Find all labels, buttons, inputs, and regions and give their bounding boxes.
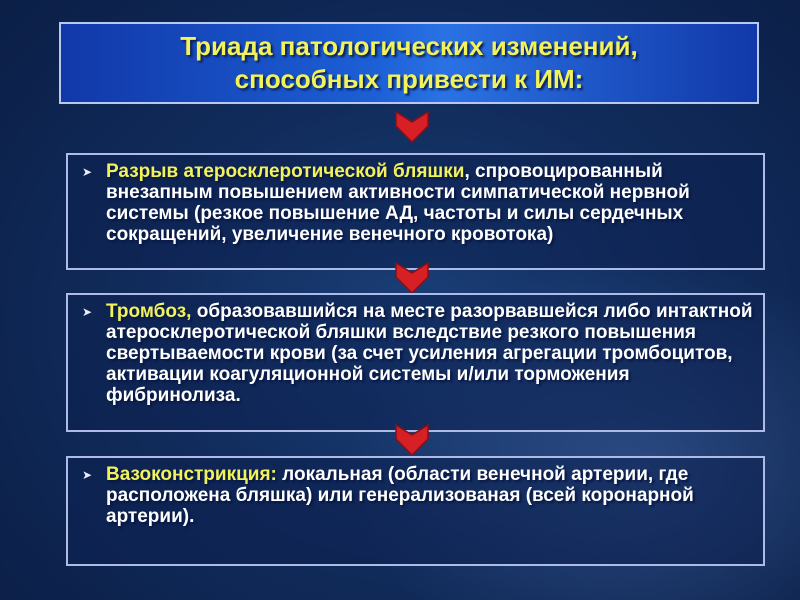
list-item: [82, 161, 755, 245]
item-text: [106, 161, 755, 245]
item-text: [106, 301, 755, 406]
triangle-bullet-icon: ➤: [82, 165, 93, 179]
item-box-vasoconstriction: [66, 456, 765, 566]
item-description: образовавшийся на месте разорвавшейся либо интактной атеросклеротической бляшки вследствие резкого повышения свертываемости крови (за счет усиления агрегации тромбоцитов, активации коагуляционной системы и/или торможения фибринолиза.: [106, 301, 753, 406]
slide-title-box: [59, 22, 759, 104]
item-highlight: Тромбоз,: [106, 301, 192, 322]
item-description: , спровоцированный внезапным повышением активности симпатической нервной системы (резкое повышение АД, частоты и силы сердечных сокращений, увеличение венечного кровотока): [106, 161, 690, 245]
list-item: [82, 464, 755, 527]
item-box-thrombosis: [66, 293, 765, 432]
red-down-chevron-icon: [392, 110, 432, 144]
slide-title-line-1: Триада патологических изменений,: [180, 31, 638, 61]
red-down-chevron-icon: [392, 261, 432, 295]
item-highlight: Вазоконстрикция:: [106, 464, 277, 485]
triangle-bullet-icon: ➤: [82, 305, 93, 319]
triangle-bullet-icon: ➤: [82, 468, 93, 482]
item-highlight: Разрыв атеросклеротической бляшки: [106, 161, 465, 182]
red-down-chevron-icon: [392, 423, 432, 457]
item-box-plaque-rupture: [66, 153, 765, 270]
item-description: локальная (области венечной артерии, где расположена бляшка) или генерализованая (всей коронарной артерии).: [106, 464, 694, 527]
item-text: [106, 464, 755, 527]
slide-title-line-2: способных привести к ИМ:: [234, 64, 584, 94]
list-item: [82, 301, 755, 406]
